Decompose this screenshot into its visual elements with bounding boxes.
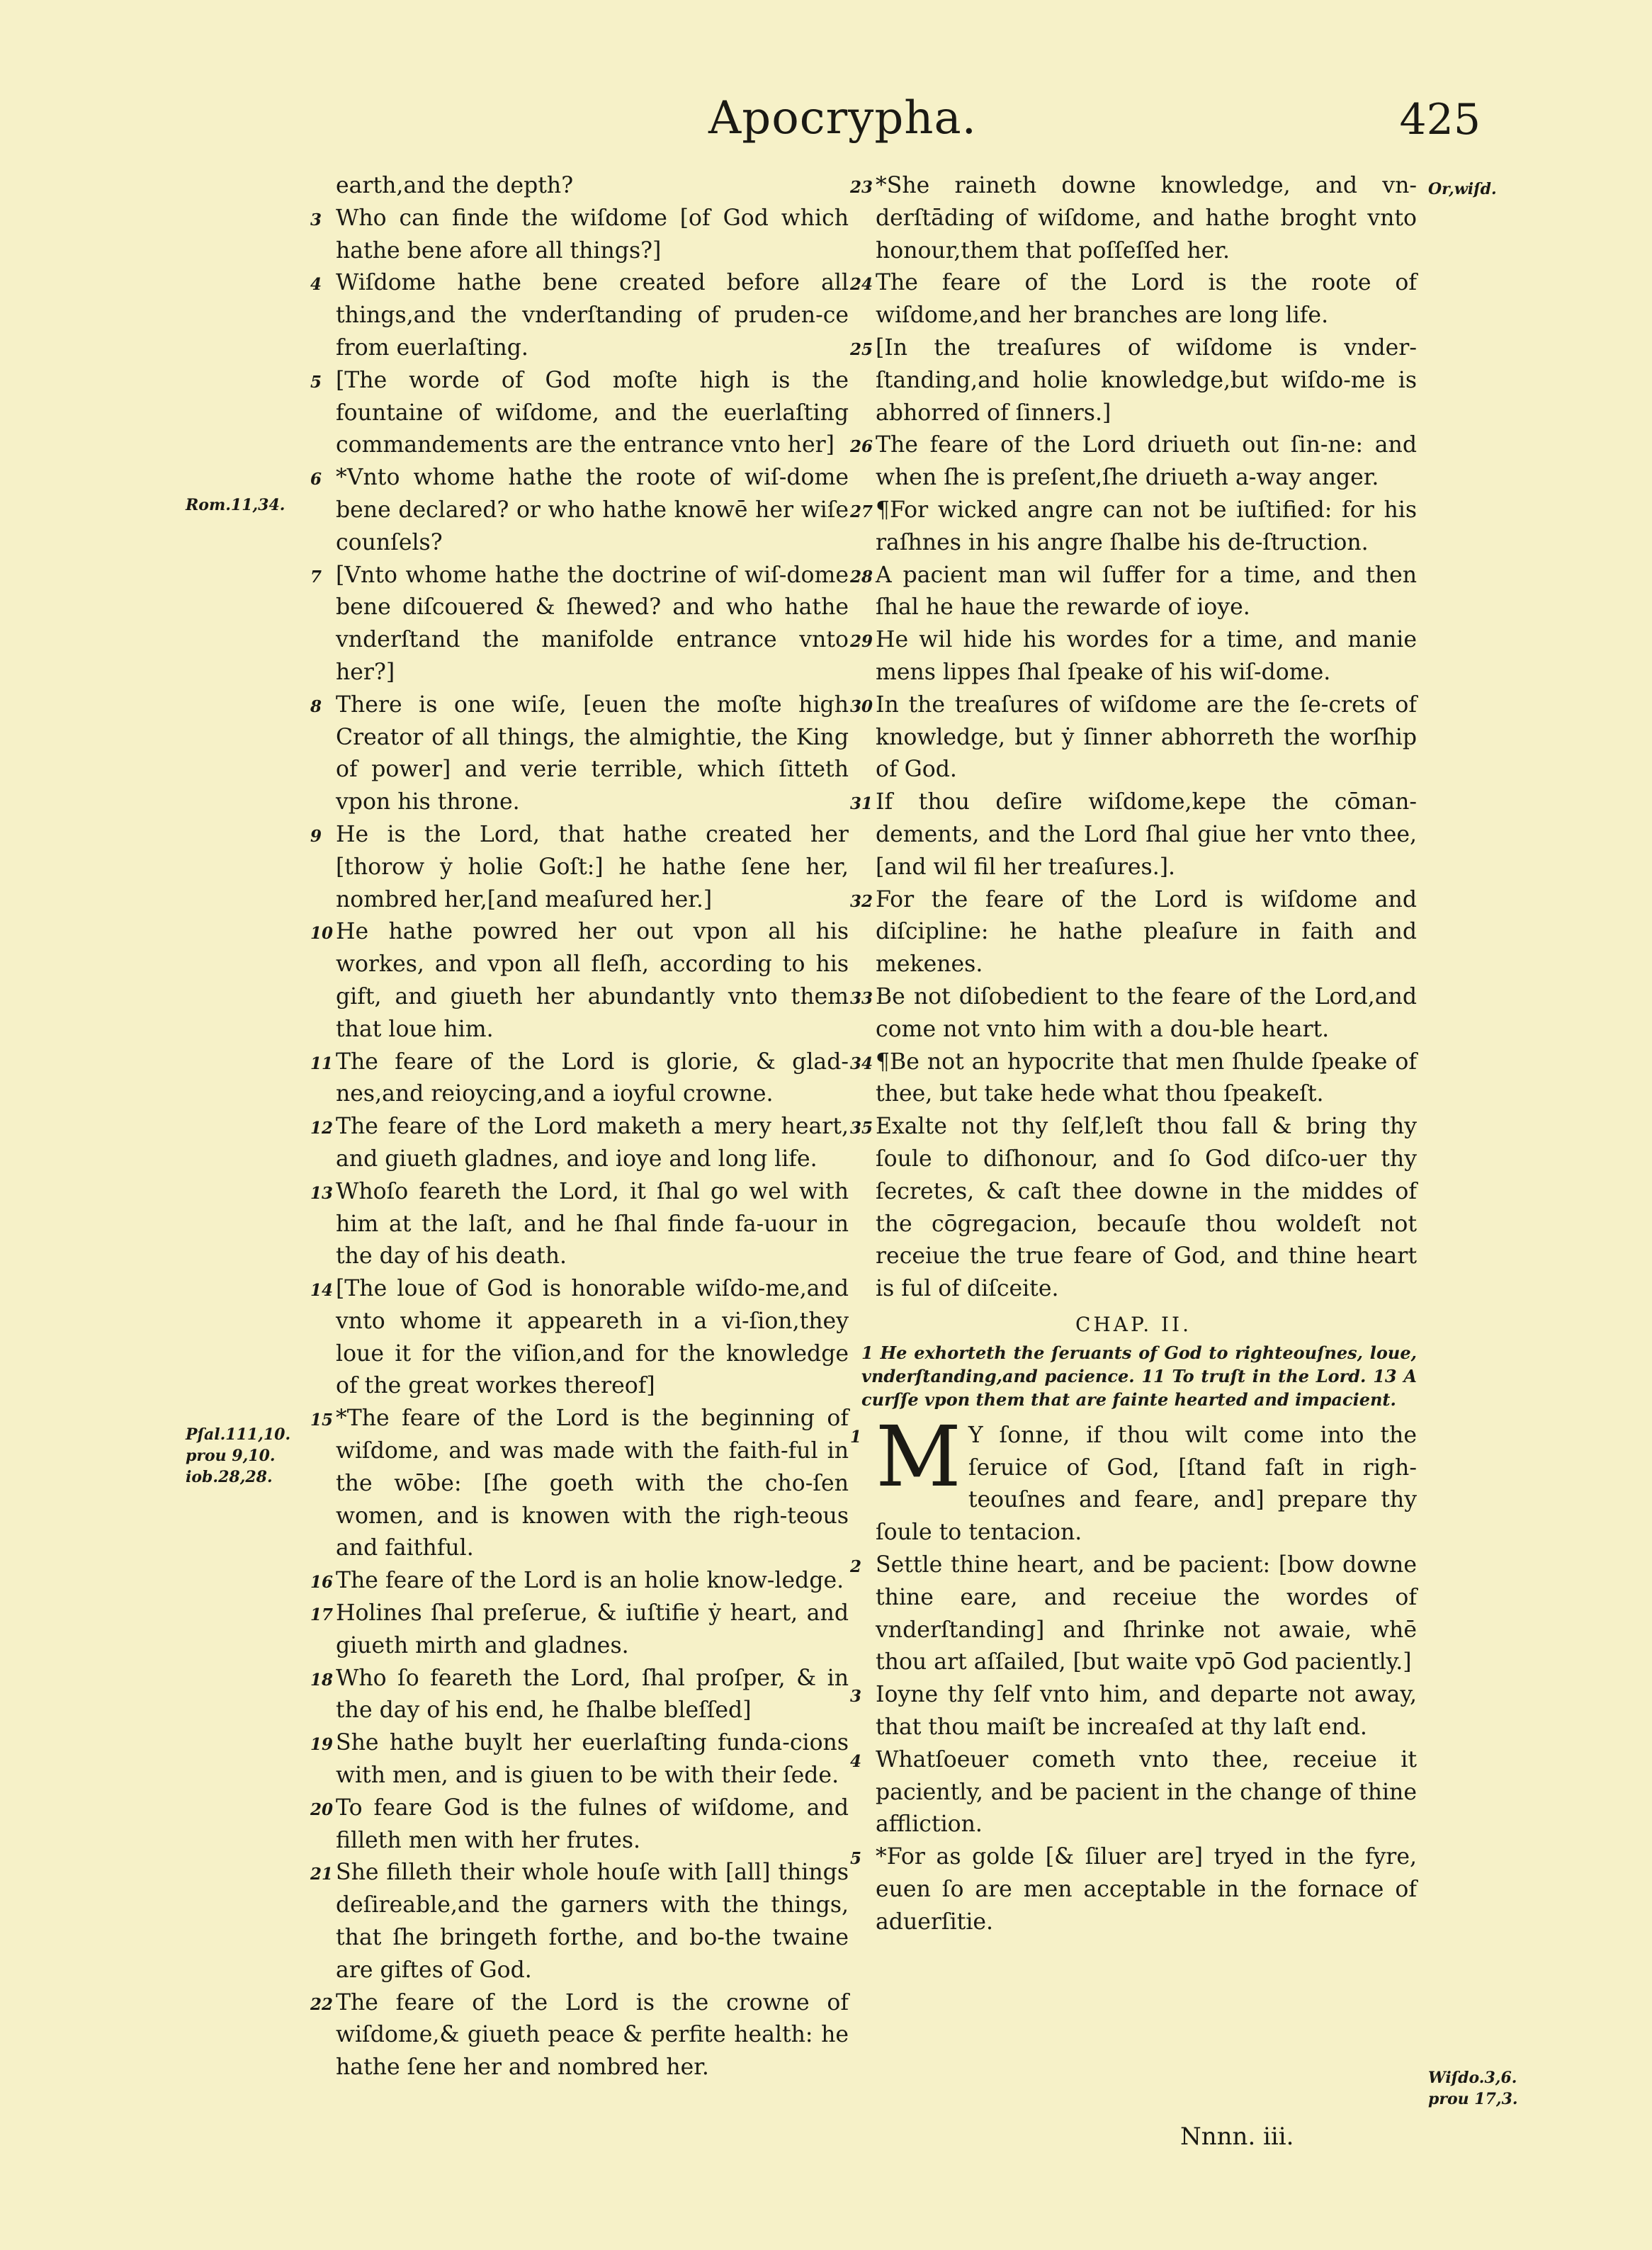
verse: 8 There is one wiſe, [euen the moſte high Creator of all things, the almightie, the King of power] and verie terrible, which ſitteth vpon his throne. xyxy=(310,691,849,815)
margin-note-or-wisdom: Or,wiſd. xyxy=(1428,180,1497,198)
verse: 3 Who can finde the wiſdome [of God which hathe bene afore all things?] xyxy=(310,205,849,264)
page-header xyxy=(708,92,1502,170)
verse: 23 *She raineth downe knowledge, and vn-derſtāding of wiſdome, and hathe broght vnto honour,them that poſſeſſed her. xyxy=(850,173,1417,264)
running-title: Apocrypha. xyxy=(708,92,977,145)
verse: 16 The feare of the Lord is an holie know-ledge. xyxy=(310,1568,844,1594)
verse: 22 The feare of the Lord is the crowne of wiſdome,& giueth peace & perfite health: he hathe ſene her and nombred her. xyxy=(310,1989,849,2081)
verse: 5 *For as golde [& ſiluer are] tryed in the fyre, euen ſo are men acceptable in the fornace of aduerſitie. xyxy=(850,1844,1417,1935)
verse: 20 To feare God is the fulnes of wiſdome, and filleth men with her frutes. xyxy=(310,1794,849,1853)
verse: 21 She filleth their whole houſe with [all] things deſireable,and the garners with the things, that ſhe bringeth forthe, and bo-the twaine are giftes of God. xyxy=(310,1860,849,1983)
verse: 29 He wil hide his wordes for a time, and manie mens lippes ſhal ſpeake of his wiſ-dome. xyxy=(850,627,1417,685)
verse: 30 In the treaſures of wiſdome are the ſe-crets of knowledge, but ẏ ſinner abhorreth the worſhip of God. xyxy=(850,691,1417,783)
verse: 28 A pacient man wil ſuffer for a time, and then ſhal he haue the rewarde of ioye. xyxy=(850,562,1417,621)
verse: 33 Be not diſobedient to the feare of the Lord,and come not vnto him with a dou-ble heart. xyxy=(850,983,1417,1042)
printer-signature: Nnnn. iii. xyxy=(1180,2122,1294,2151)
verse: 5 [The worde of God moſte high is the fountaine of wiſdome, and the euerlaſting commandements are the entrance vnto her] xyxy=(310,367,849,458)
verse: 13 Whoſo feareth the Lord, it ſhal go wel with him at the laſt, and he ſhal finde fa-uour in the day of his death. xyxy=(310,1178,849,1270)
margin-note-psal: Pſal.111,10. prou 9,10. iob.28,28. xyxy=(186,1425,291,1486)
verse: 12 The feare of the Lord maketh a mery heart, and giueth gladnes, and ioye and long life. xyxy=(310,1114,849,1172)
verse: 15 *The feare of the Lord is the beginning of wiſdome, and was made with the faith-ful in the wōbe: [ſhe goeth with the cho-ſen women, and is knowen with the righ-teous and faithful. xyxy=(310,1406,849,1561)
verse: 17 Holines ſhal preſerue, & iuſtifie ẏ heart, and giueth mirth and gladnes. xyxy=(310,1600,849,1658)
verse: 24 The feare of the Lord is the roote of wiſdome,and her branches are long life. xyxy=(850,270,1417,329)
right-column xyxy=(850,170,1417,1939)
left-column xyxy=(310,170,849,2084)
verse: 27 ¶For wicked angre can not be iuſtified: for his raſhnes in his angre ſhalbe his de-ſtruction. xyxy=(850,497,1417,555)
verse: 31 If thou deſire wiſdome,kepe the cōman-dements, and the Lord ſhal giue her vnto thee, [and wil fil her treaſures.]. xyxy=(850,789,1417,880)
verse: 32 For the feare of the Lord is wiſdome and diſcipline: he hathe pleaſure in faith and mekenes. xyxy=(850,886,1417,978)
verse: 11 The feare of the Lord is glorie, & glad-nes,and reioycing,and a ioyful crowne. xyxy=(310,1048,849,1107)
verse: 35 Exalte not thy ſelf,leſt thou fall & bring thy ſoule to diſhonour, and ſo God diſco-uer thy ſecretes, & caſt thee downe in the middes of the cōgregacion, becauſe thou woldeſt not receiue the true feare of God, and thine heart is ful of diſceite. xyxy=(850,1114,1417,1302)
verse: 9 He is the Lord, that hathe created her [thorow ẏ holie Goſt:] he hathe ſene her, nombred her,[and meaſured her.] xyxy=(310,821,849,912)
verse: 7 [Vnto whome hathe the doctrine of wiſ-dome bene diſcouered & ſhewed? and who hathe vnderſtand the manifolde entrance vnto her?] xyxy=(310,562,849,685)
margin-note-wisdo: Wiſdo.3,6. prou 17,3. xyxy=(1428,2069,1518,2108)
margin-note-rom: Rom.11,34. xyxy=(186,496,285,514)
verse: 2 Settle thine heart, and be pacient: [bow downe thine eare, and receiue the wordes of vnderſtanding] and ſhrinke not awaie, whē thou art aſſailed, [but waite vpō God paciently.] xyxy=(850,1552,1417,1675)
drop-cap: M xyxy=(876,1407,961,1505)
verse: 3 Ioyne thy ſelf vnto him, and departe not away, that thou maiſt be increaſed at thy laſt end. xyxy=(850,1682,1417,1741)
verse: earth,and the depth? xyxy=(336,173,574,198)
chapter-summary: 1 He exhorteth the ſeruants of God to righteouſnes, loue, vnderſtanding,and pacience. 11 To truſt in the Lord. 13 A curſſe vpon them that are fainte hearted and impacient. xyxy=(861,1342,1417,1410)
verse: 25 [In the treaſures of wiſdome is vnder-ſtanding,and holie knowledge,but wiſdo-me is abhorred of ſinners.] xyxy=(850,334,1417,426)
verse: 18 Who ſo feareth the Lord, ſhal proſper, & in the day of his end, he ſhalbe bleſſed] xyxy=(310,1665,849,1724)
verse: 10 He hathe powred her out vpon all his workes, and vpon all fleſh, according to his gift, and giueth her abundantly vnto them that loue him. xyxy=(310,919,849,1042)
verse: 4 Whatſoeuer cometh vnto thee, receiue it paciently, and be pacient in the change of thine affliction. xyxy=(850,1746,1417,1838)
verse: 1 M Y ſonne, if thou wilt come into the ſeruice of God, [ſtand faſt in righ-teouſnes and feare, and] prepare thy ſoule to tentacion. xyxy=(850,1407,1417,1546)
page-number: 425 xyxy=(1399,95,1481,145)
verse: 26 The feare of the Lord driueth out ſin-ne: and when ſhe is preſent,ſhe driueth a-way anger. xyxy=(850,432,1417,491)
verse: 19 She hathe buylt her euerlaſting funda-cions with men, and is giuen to be with their ſede. xyxy=(310,1730,849,1789)
verse: 34 ¶Be not an hypocrite that men ſhulde ſpeake of thee, but take hede what thou ſpeakeſt. xyxy=(850,1048,1417,1107)
verse: 4 Wiſdome hathe bene created before all things,and the vnderſtanding of pruden-ce from euerlaſting. xyxy=(310,270,849,361)
chapter-heading: CHAP. II. xyxy=(1075,1312,1192,1336)
verse: 6 *Vnto whome hathe the roote of wiſ-dome bene declared? or who hathe knowē her wiſe counſels? xyxy=(310,465,849,555)
verse: 14 [The loue of God is honorable wiſdo-me,and vnto whome it appeareth in a vi-ſion,they loue it for the viſion,and for the knowledge of the great workes thereof] xyxy=(310,1276,849,1399)
